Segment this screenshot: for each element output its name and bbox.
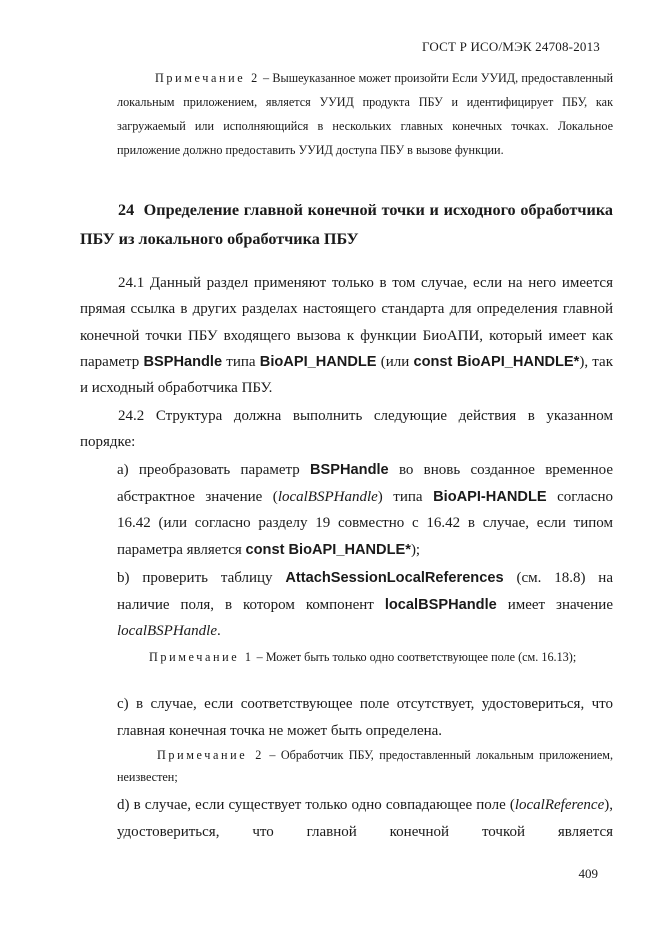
note-label: Примечание 2: [155, 71, 260, 85]
item-b-text-3: имеет значение: [496, 596, 613, 613]
p24-1-text-2: типа: [222, 353, 260, 370]
item-d-text-1: d) в случае, если существует только одно совпадающее поле (: [117, 797, 515, 813]
item-b-text-4: .: [216, 623, 221, 639]
paragraph-24-2: 24.2 Структура должна выполнить следующие действия в указанном порядке:: [80, 408, 613, 451]
item-a-text-3: ) типа: [377, 488, 434, 505]
code-attachsessionlocalreferences: AttachSessionLocalReferences: [285, 570, 504, 586]
document-header: ГОСТ Р ИСО/МЭК 24708-2013: [421, 39, 600, 54]
list-item-c: c) в случае, если соответствующее поле отсутствует, удостовериться, что главная конечная точка не может быть определена.: [117, 696, 613, 739]
note-2-label: Примечание 2: [157, 748, 264, 762]
italic-localbsphandle: localBSPHandle: [117, 623, 217, 639]
note-dash: –: [263, 71, 270, 85]
note-top: [117, 66, 613, 162]
section-number: 24: [118, 201, 135, 219]
note-1-label: Примечание 1: [149, 650, 254, 664]
item-b-text-2: (см. 18.8) на наличие поля, в котором компонент: [117, 570, 613, 613]
code-bsphandle: BSPHandle: [310, 462, 389, 478]
code-bioapi-handle: BioAPI_HANDLE: [259, 353, 377, 370]
note-2-text: – Обработчик ПБУ, предоставленный локальным приложением, неизвестен;: [117, 748, 613, 784]
list-item-a: [117, 457, 613, 563]
section-heading: [80, 196, 613, 254]
note-1: [117, 646, 613, 668]
item-a-text-4: согласно 16.42 (или согласно разделу 19 совместно с 16.42 в случае, если типом параметра является: [117, 488, 613, 558]
code-bioapi-handle: BioAPI-HANDLE: [433, 488, 547, 505]
code-const-bioapi-handle: const BioAPI_HANDLE*: [245, 541, 411, 558]
list-item-d: [117, 792, 613, 845]
list-item-b: [117, 565, 613, 645]
note-2: [117, 744, 613, 788]
code-const-bioapi-handle: const BioAPI_HANDLE*: [413, 353, 580, 370]
italic-localreference: localReference: [514, 797, 605, 813]
page-number: 409: [578, 866, 598, 881]
item-a-text-1: а) преобразовать параметр: [117, 462, 311, 478]
code-bsphandle: BSPHandle: [143, 353, 223, 370]
item-b-text-1: b) проверить таблицу: [117, 570, 286, 586]
section-title: Определение главной конечной точки и исходного обработчика ПБУ из локального обработчика ПБУ: [80, 201, 613, 248]
item-d-text-2: ), удостовериться, что главной конечной точкой является: [117, 797, 613, 840]
item-a-text-5: );: [410, 541, 421, 558]
item-a-text-2: во вновь созданное временное абстрактное значение (: [117, 462, 614, 505]
note-text: Вышеуказанное может произойти Если УУИД, предоставленный локальным приложением, является УУИД продукта ПБУ и идентифицирует ПБУ, как загружаемый или исполняющийся в нескольких главных конечных точках. Локальное приложение должно предоставить УУИД доступа ПБУ в вызове функции.: [117, 71, 613, 157]
note-1-text: – Может быть только одно соответствующее поле (см. 16.13);: [256, 650, 577, 664]
p24-1-text-1: 24.1 Данный раздел применяют только в том случае, если на него имеется прямая ссылка в других разделах настоящего стандарта для определения главной конечной точки ПБУ входящего вызова к функции БиоАПИ, который имеет как параметр: [80, 275, 613, 370]
italic-localbsphandle: localBSPHandle: [277, 488, 378, 505]
p24-1-text-3: (или: [376, 353, 414, 370]
code-localbsphandle: localBSPHandle: [384, 596, 497, 613]
paragraph-24-1: [80, 270, 613, 401]
p24-1-text-4: ), так и исходный обработчика ПБУ.: [80, 353, 613, 397]
